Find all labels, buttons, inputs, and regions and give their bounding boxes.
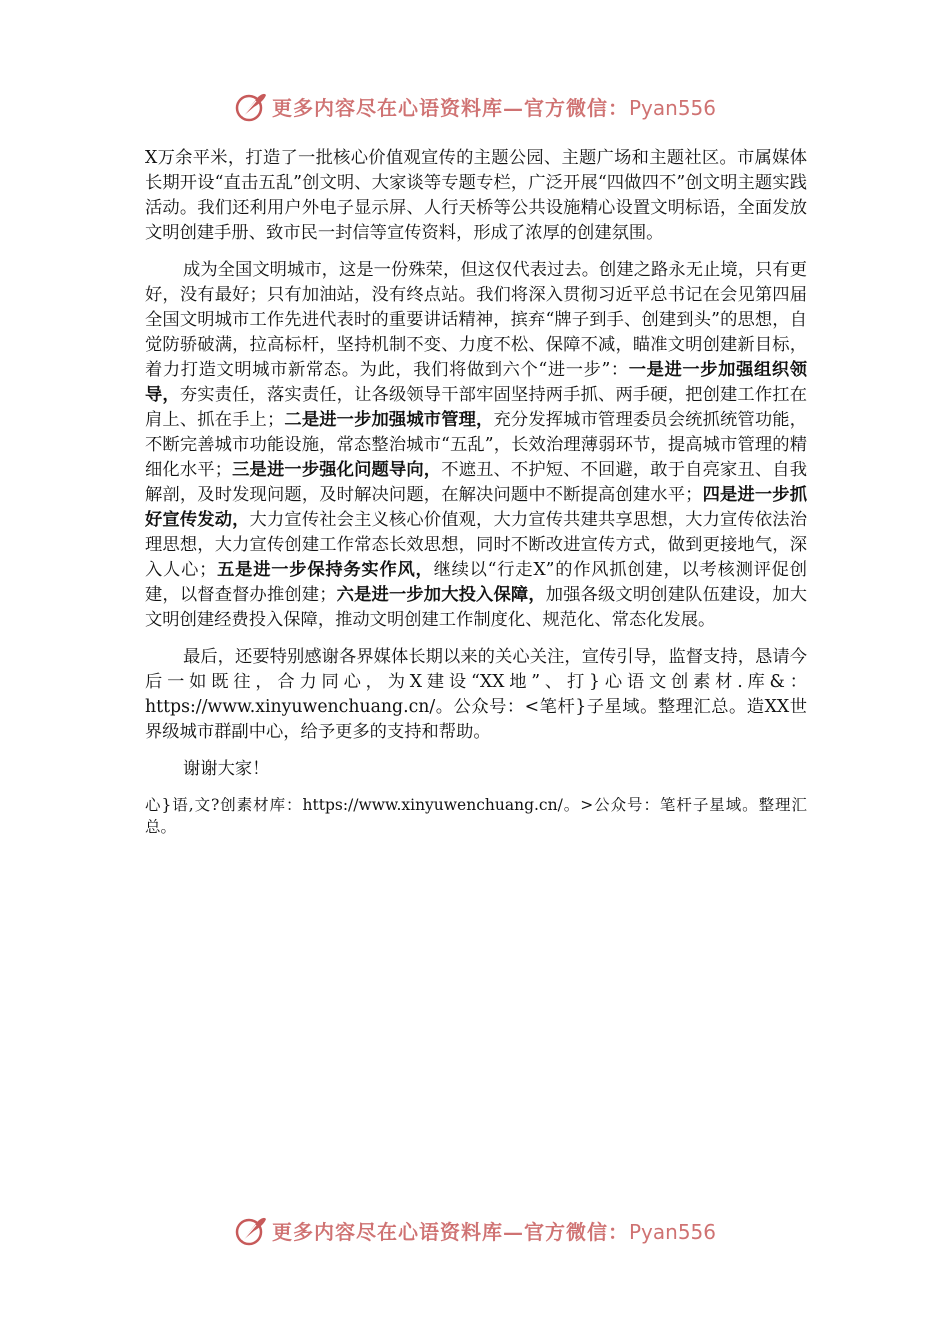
p2-sentence-5: 大力宣传社会主义核心价值观，大力宣传共建共享思想，大力宣传依法治理思想，大力宣传创建工作常态长效思想，同时不断改进宣传方式，做到更接地气，深入人心； <box>145 510 807 580</box>
p2-sentence-7: 加强各级文明创建队伍建设，加大文明创建经费投入保障，推动文明创建工作制度化、规范化、常态化发展。 <box>145 585 807 630</box>
banner-wechat-id: Pyan556 <box>628 95 716 120</box>
p2-sentence-6: 继续以“行走X”的作风抓创建，以考核测评促创建，以督查督办推创建； <box>145 560 807 605</box>
header-watermark-banner <box>0 86 950 126</box>
p2-bold-point-1: 一是进一步加强组织领导， <box>145 360 807 405</box>
p2-bold-point-3: 三是进一步强化问题导向， <box>231 460 442 480</box>
quill-logo-icon <box>234 89 268 123</box>
p2-sentence-1: 成为全国文明城市，这是一份殊荣，但这仅代表过去。创建之路永无止境，只有更好，没有最好；只有加油站，没有终点站。我们将深入贯彻习近平总书记在会见第四届全国文明城市工作先进代表时的重要讲话精神，摈弃“牌子到手、创建到头”的思想，自觉防骄破满，拉高标杆，坚持机制不变、力度不松、保障不减，瞄准文明创建新目标，着力打造文明城市新常态。为此，我们将做到六个“进一步”： <box>145 260 807 380</box>
banner-label: 更多内容尽在心语资料库—官方微信： <box>271 1219 629 1244</box>
paragraph-2 <box>145 258 807 633</box>
banner-text <box>272 1216 716 1245</box>
document-body <box>145 146 807 850</box>
p2-bold-point-2: 二是进一步加强城市管理， <box>284 410 494 430</box>
source-footnote: 心}语,文?创素材库：https://www.xinyuwenchuang.cn/。>公众号：笔杆子星域。整理汇总。 <box>145 796 807 836</box>
banner-label: 更多内容尽在心语资料库—官方微信： <box>271 95 629 120</box>
quill-logo-icon <box>234 1213 268 1247</box>
footer-watermark-banner <box>0 1210 950 1250</box>
banner-text <box>272 92 716 121</box>
p2-sentence-4: 不遮丑、不护短、不回避，敢于自亮家丑、自我解剖，及时发现问题，及时解决问题，在解决问题中不断提高创建水平； <box>145 460 807 505</box>
p2-bold-point-6: 六是进一步加大投入保障， <box>336 585 546 605</box>
p2-bold-point-4: 四是进一步抓好宣传发动， <box>145 485 807 530</box>
closing-thanks: 谢谢大家！ <box>183 759 270 779</box>
paragraph-1: X万余平米，打造了一批核心价值观宣传的主题公园、主题广场和主题社区。市属媒体长期开设“直击五乱”创文明、大家谈等专题专栏，广泛开展“四做四不”创文明主题实践活动。我们还利用户外电子显示屏、人行天桥等公共设施精心设置文明标语，全面发放文明创建手册、致市民一封信等宣传资料，形成了浓厚的创建氛围。 <box>145 148 807 243</box>
p2-sentence-2: 夯实责任，落实责任，让各级领导干部牢固坚持两手抓、两手硬，把创建工作扛在肩上、抓在手上； <box>145 385 807 430</box>
banner-wechat-id: Pyan556 <box>628 1219 716 1244</box>
paragraph-3: 最后，还要特别感谢各界媒体长期以来的关心关注，宣传引导，监督支持，恳请今后一如既往，合力同心，为X建设“XX地”、打}心语文创素材.库&：https://www.xinyuwenchuang.cn/。公众号：<笔杆}子星域。整理汇总。造XX世界级城市群副中心，给予更多的支持和帮助。 <box>145 647 807 742</box>
p2-bold-point-5: 五是进一步保持务实作风， <box>216 560 434 580</box>
p2-sentence-3: 充分发挥城市管理委员会统抓统管功能，不断完善城市功能设施，常态整治城市“五乱”，长效治理薄弱环节，提高城市管理的精细化水平； <box>145 410 807 480</box>
